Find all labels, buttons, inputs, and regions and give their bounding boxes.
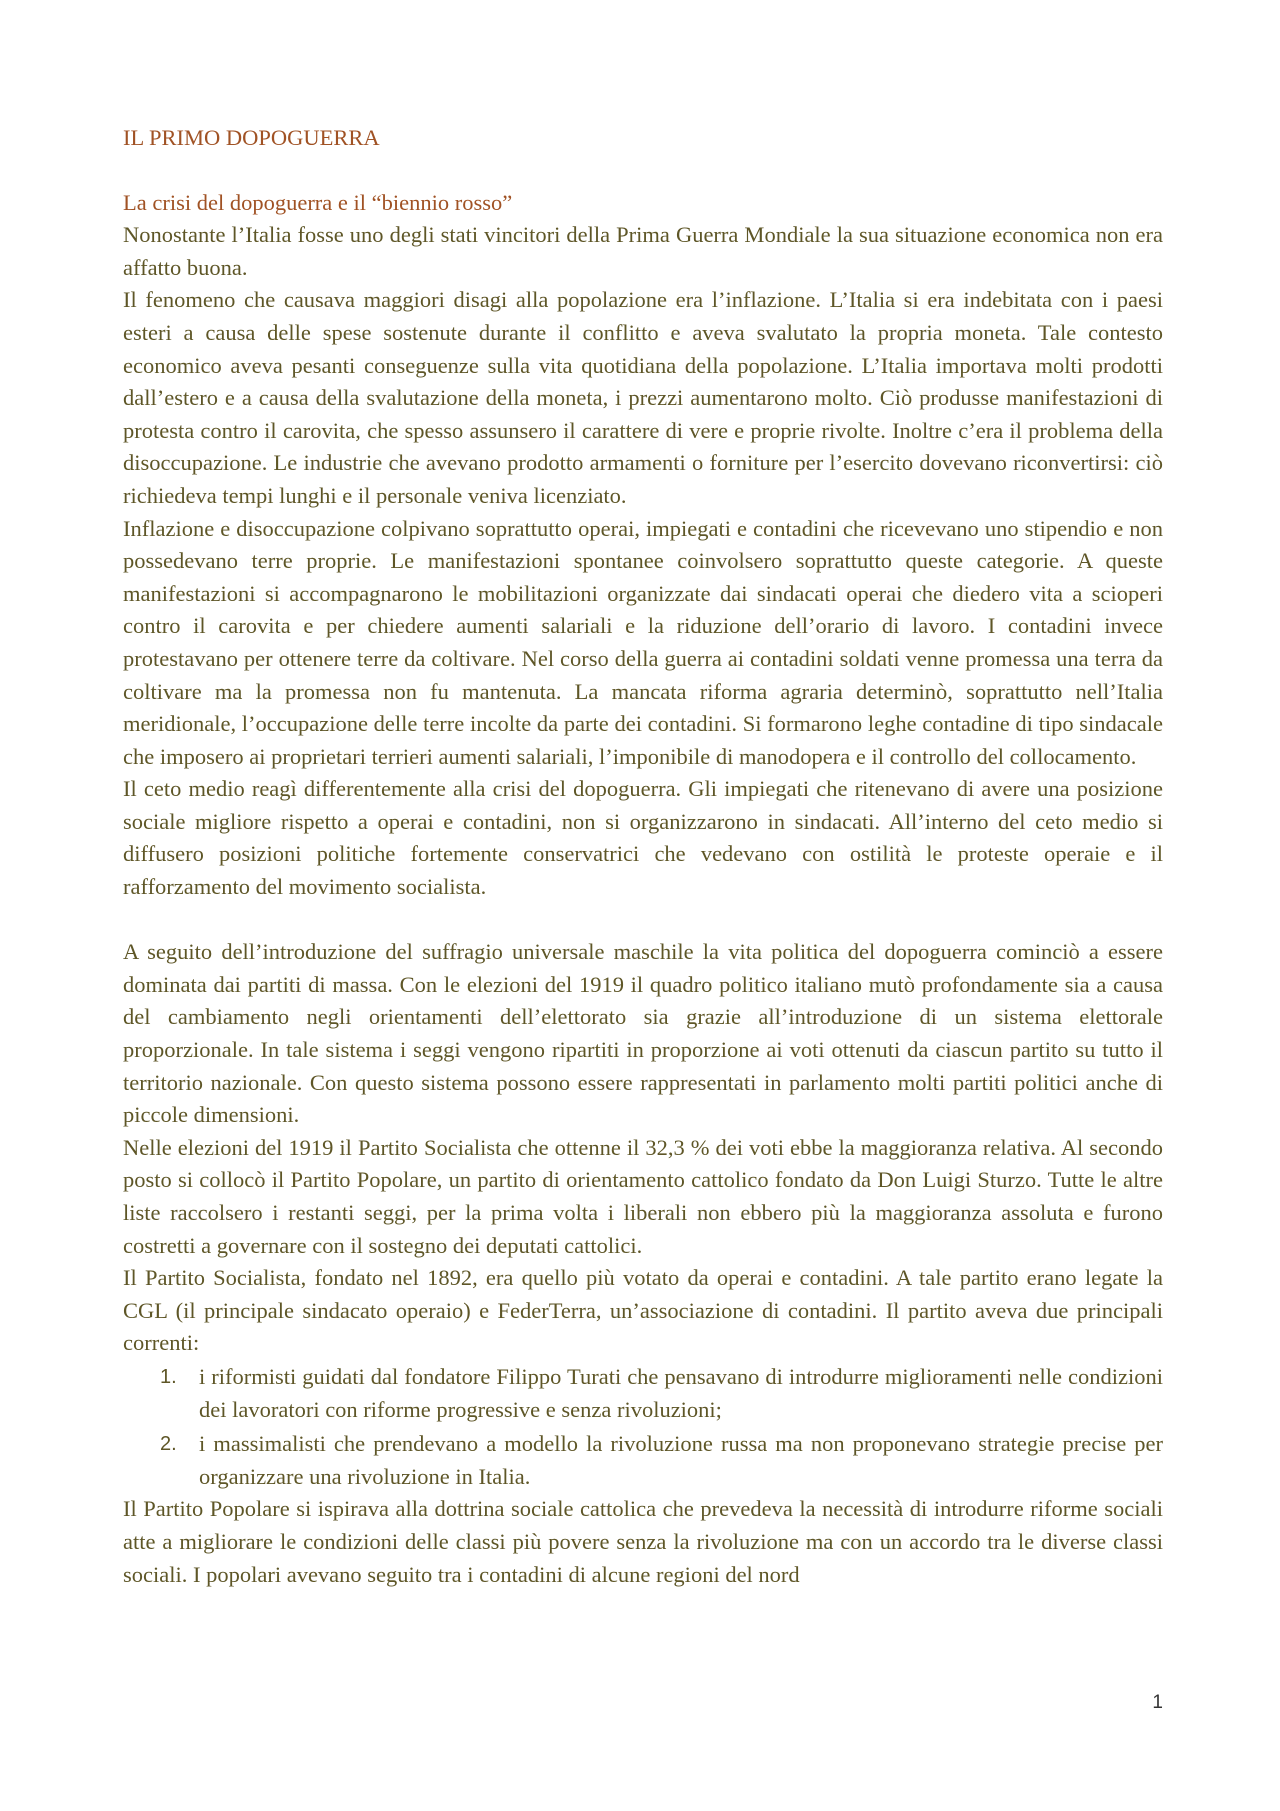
paragraph: Il fenomeno che causava maggiori disagi alla popolazione era l’inflazione. L’Italia si era indebitata con i paesi esteri a causa delle spese sostenute durante il conflitto e aveva svalutato la propria moneta. Tale contesto economico aveva pesanti conseguenze sulla vita quotidiana della popolazione. L’Italia importava molti prodotti dall’estero e a causa della svalutazione della moneta, i prezzi aumentarono molto. Ciò produsse manifestazioni di protesta contro il carovita, che spesso assunsero il carattere di vere e proprie rivolte. Inoltre c’era il problema della disoccupazione. Le industrie che avevano prodotto armamenti o forniture per l’esercito dovevano riconvertirsi: ciò richiedeva tempi lunghi e il personale veniva licenziato.: [123, 287, 1163, 508]
list-item-text: i riformisti guidati dal fondatore Filippo Turati che pensavano di introdurre miglioramenti nelle condizioni dei lavoratori con riforme progressive e senza rivoluzioni;: [199, 1364, 1163, 1423]
currents-list: [123, 1360, 1163, 1493]
paragraph: Il ceto medio reagì differentemente alla crisi del dopoguerra. Gli impiegati che ritenevano di avere una posizione sociale migliore rispetto a operai e contadini, non si organizzarono in sindacati. All’interno del ceto medio si diffusero posizioni politiche fortemente conservatrici che vedevano con ostilità le proteste operaie e il rafforzamento del movimento socialista.: [123, 776, 1163, 900]
list-item-number: 2.: [160, 1433, 177, 1456]
list-item: [160, 1360, 1163, 1427]
page-number: 1: [1152, 1692, 1163, 1713]
list-item: [160, 1427, 1163, 1494]
document-title: IL PRIMO DOPOGUERRA: [123, 125, 380, 150]
paragraph: A seguito dell’introduzione del suffragio universale maschile la vita politica del dopoguerra cominciò a essere dominata dai partiti di massa. Con le elezioni del 1919 il quadro politico italiano mutò profondamente sia a causa del cambiamento negli orientamenti dell’elettorato sia grazie all’introduzione di un sistema elettorale proporzionale. In tale sistema i seggi vengono ripartiti in proporzione ai voti ottenuti da ciascun partito su tutto il territorio nazionale. Con questo sistema possono essere rappresentati in parlamento molti partiti politici anche di piccole dimensioni.: [123, 939, 1163, 1128]
paragraph: Inflazione e disoccupazione colpivano soprattutto operai, impiegati e contadini che ricevevano uno stipendio e non possedevano terre proprie. Le manifestazioni spontanee coinvolsero soprattutto queste categorie. A queste manifestazioni si accompagnarono le mobilitazioni organizzate dai sindacati operai che diedero vita a scioperi contro il carovita e per chiedere aumenti salariali e la riduzione dell’orario di lavoro. I contadini invece protestavano per ottenere terre da coltivare. Nel corso della guerra ai contadini soldati venne promessa una terra da coltivare ma la promessa non fu mantenuta. La mancata riforma agraria determinò, soprattutto nell’Italia meridionale, l’occupazione delle terre incolte da parte dei contadini. Si formarono leghe contadine di tipo sindacale che imposero ai proprietari terrieri aumenti salariali, l’imponibile di manodopera e il controllo del collocamento.: [123, 515, 1163, 769]
paragraph: Il Partito Socialista, fondato nel 1892, era quello più votato da operai e contadini. A tale partito erano legate la CGL (il principale sindacato operaio) e FederTerra, un’associazione di contadini. Il partito aveva due principali correnti:: [123, 1265, 1163, 1356]
list-item-text: i massimalisti che prendevano a modello la rivoluzione russa ma non proponevano strategie precise per organizzare una rivoluzione in Italia.: [199, 1431, 1163, 1489]
list-item-number: 1.: [160, 1366, 177, 1389]
paragraph-spacer: [123, 904, 1163, 937]
paragraph: Nonostante l’Italia fosse uno degli stati vincitori della Prima Guerra Mondiale la sua situazione economica non era affatto buona.: [123, 222, 1163, 280]
section-heading: La crisi del dopoguerra e il “biennio rosso”: [123, 189, 513, 215]
document-body: [123, 122, 1163, 1591]
paragraph: Nelle elezioni del 1919 il Partito Socialista che ottenne il 32,3 % dei voti ebbe la maggioranza relativa. Al secondo posto si collocò il Partito Popolare, un partito di orientamento cattolico fondato da Don Luigi Sturzo. Tutte le altre liste raccolsero i restanti seggi, per la prima volta i liberali non ebbero più la maggioranza assoluta e furono costretti a governare con il sostegno dei deputati cattolici.: [123, 1134, 1163, 1258]
paragraph: Il Partito Popolare si ispirava alla dottrina sociale cattolica che prevedeva la necessità di introdurre riforme sociali atte a migliorare le condizioni delle classi più povere senza la rivoluzione ma con un accordo tra le diverse classi sociali. I popolari avevano seguito tra i contadini di alcune regioni del nord: [123, 1496, 1163, 1587]
